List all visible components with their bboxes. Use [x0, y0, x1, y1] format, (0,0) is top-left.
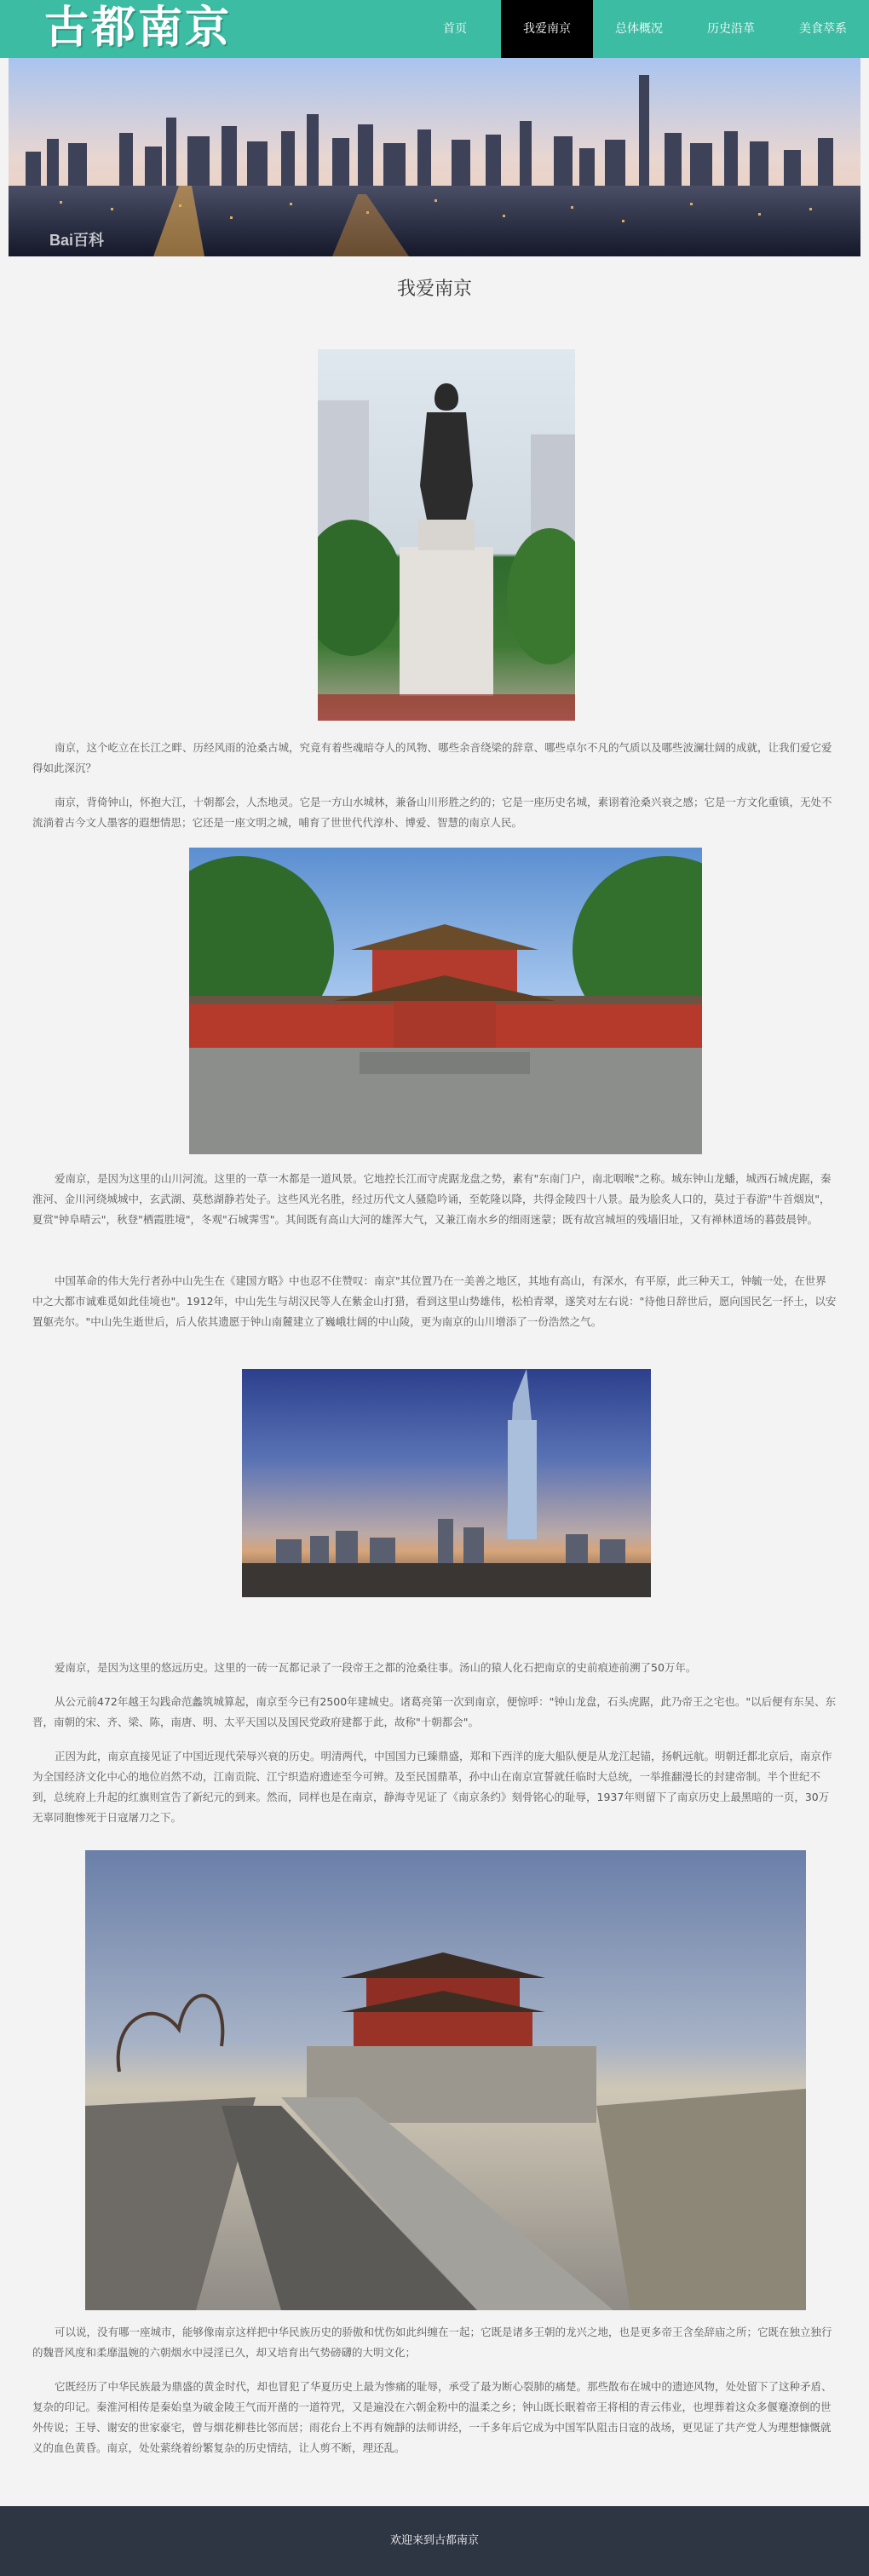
statue-photo — [318, 349, 575, 721]
contrast-paragraph-2: 它既经历了中华民族最为鼎盛的黄金时代，却也冒犯了华夏历史上最为惨痛的耻辱，承受了最为断心裂肺的痛楚。那些散布在城中的遗迹风物，处处留下了这种矛盾、复杂的印记。秦淮河相传是秦始皇为破金陵王气而开凿的一道符咒，又是遍没在六朝金粉中的温柔之乡；钟山既长眠着帝王将相的青云伟业，也埋葬着这众多偃蹇潦倒的世外传说；王导、谢安的世家豪宅，曾与烟花柳巷比邻而居；雨花台上不再有婉靜的法师讲经，一千多年后它成为中国军队阻击日寇的战场，更见证了共产党人为理想慷慨就义的血色黄昏。南京，处处萦绕着纷繁复杂的历史情结，让人剪不断，理还乱。 — [32, 2380, 832, 2454]
nav-home[interactable]: 首页 — [443, 22, 467, 36]
history-paragraph-3: 正因为此，南京直接见证了中国近现代荣辱兴衰的历史。明清两代，中国国力已臻鼎盛，郑和下西洋的庞大船队便是从龙江起锚，扬帆远航。明朝迁都北京后，南京作为全国经济文化中心的地位岿然不动，江南贡院、江宁织造府遗迹至今可辨。及至民国鼎革，孙中山在南京宣誓就任临时大总统，一举推翻漫长的封建帝制。半个世纪不到，总统府上升起的红旗则宣告了新纪元的到来。然而，同样也是在南京，静海寺见证了《南京条约》刻骨铭心的耻辱，1937年则留下了南京历史上最黑暗的一页，30万无辜同胞惨死于日寇屠刀之下。 — [32, 1750, 832, 1824]
history-paragraph-1: 爱南京，是因为这里的悠远历史。这里的一砖一瓦都记录了一段帝王之都的沧桑往事。汤山的猿人化石把南京的史前痕迹前溯了50万年。 — [55, 1661, 697, 1674]
baike-watermark: Bai百科 — [49, 232, 105, 249]
zifeng-tower-photo — [242, 1369, 651, 1597]
footer-welcome-text: 欢迎来到古都南京 — [389, 2534, 479, 2547]
nav-overview[interactable]: 总体概况 — [615, 22, 663, 36]
intro-paragraph-1: 南京，这个屹立在长江之畔、历经风雨的沧桑古城，究竟有着些魂暗夺人的风物、哪些余音绕梁的辞章、哪些卓尔不凡的气质以及哪些波澜壮阔的成就，让我们爱它爱得如此深沉？ — [32, 741, 832, 774]
banner-skyline-image — [9, 58, 860, 256]
gate-illustration — [189, 848, 702, 1154]
intro-paragraph-2: 南京，背倚钟山，怀抱大江，十朝都会，人杰地灵。它是一方山水城林，兼备山川形胜之约的；它是一座历史名城，素诩着沧桑兴衰之感；它是一方文化重镇，无处不流淌着古今文人墨客的遐想情思；它还是一座文明之城，哺育了世世代代淳朴、博爱、智慧的南京人民。 — [32, 796, 832, 829]
statue-illustration — [318, 349, 575, 721]
sun-yatsen-paragraph: 中国革命的伟大先行者孙中山先生在《建国方略》中也忍不住赞叹：南京"其位置乃在一美善之地区，其地有高山，有深水，有平原，此三种天工，钟毓一处，在世界中之大都市诚难觅如此佳境也"。1912年，中山先生与胡汉民等人在紫金山打猎，看到这里山势雄伟，松柏青翠，遂笑对左右说："待他日辞世后，愿向国民乞一抔土，以安置躯壳尔。"中山先生逝世后，后人依其遗愿于钟山南麓建立了巍峨壮阔的中山陵，更为南京的山川增添了一份浩然之气。 — [32, 1274, 837, 1328]
header — [0, 0, 869, 58]
gate-tower-photo — [189, 848, 702, 1154]
main-nav — [409, 0, 869, 58]
wall-illustration — [85, 1850, 806, 2310]
contrast-paragraph-1: 可以说，没有哪一座城市，能够像南京这样把中华民族历史的骄傲和忧伤如此纠缠在一起；它既是诸多王朝的龙兴之地，也是更多帝王含垒辞庙之所；它既在独立独行的魏晋风度和柔靡温婉的六朝烟水中浸淫已久，却又培育出气势磅礴的大明文化； — [32, 2326, 832, 2359]
footer — [0, 2506, 869, 2576]
skyline-illustration — [9, 58, 860, 256]
nav-love-nanjing[interactable]: 我爱南京 — [501, 0, 593, 58]
mountains-rivers-paragraph: 爱南京，是因为这里的山川河流。这里的一草一木都是一道风景。它地控长江而守虎踞龙盘之势，素有"东南门户，南北咽喉"之称。城东钟山龙蟠，城西石城虎踞，秦淮河、金川河绕城城中，玄武湖、莫愁湖静若处子。这些风光名胜，经过历代文人骚隐吟诵，至乾隆以降，共得金陵四十八景。最为脍炙人口的，莫过于春游"牛首烟岚"，夏赏"钟阜晴云"，秋登"栖霞胜境"，冬观"石城霁雪"。其间既有高山大河的雄浑大气，又兼江南水乡的细雨迷蒙；既有故宫城垣的残墙旧址，又有禅林道场的暮鼓晨钟。 — [32, 1172, 832, 1226]
city-wall-photo — [85, 1850, 806, 2310]
tower-illustration — [242, 1369, 651, 1597]
page-title: 我爱南京 — [396, 279, 472, 300]
history-paragraph-2: 从公元前472年越王勾践命范蠡筑城算起，南京至今已有2500年建城史。诸葛亮第一次到南京，便惊呼："钟山龙盘，石头虎踞，此乃帝王之宅也。"以后便有东吴、东晋，南朝的宋、齐、梁、陈，南唐、明、太平天国以及国民党政府建都于此，故称"十朝都会"。 — [32, 1695, 837, 1728]
nav-history[interactable]: 历史沿革 — [707, 22, 755, 36]
site-logo[interactable]: 古都南京 — [44, 2, 233, 54]
nav-cuisine[interactable]: 美食萃系 — [799, 22, 847, 36]
